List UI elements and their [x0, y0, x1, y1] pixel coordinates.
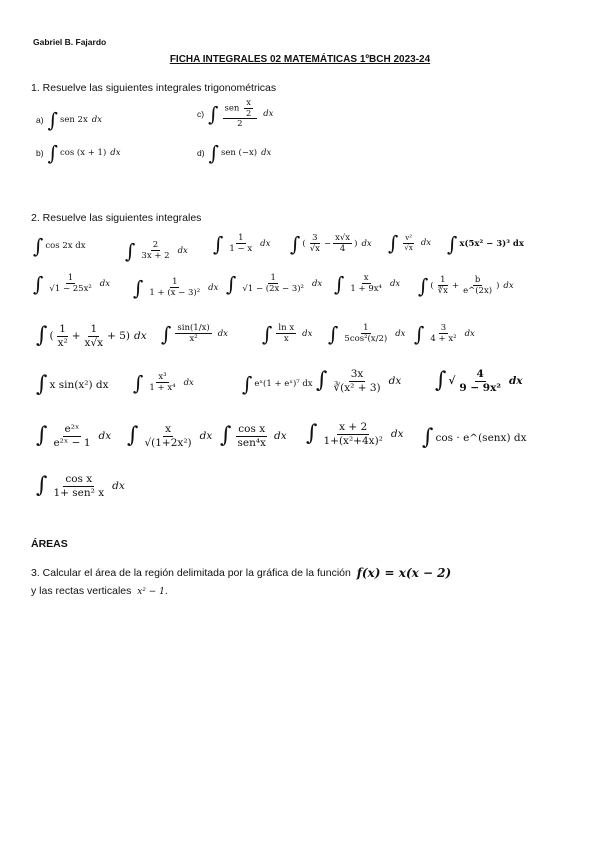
integral-2-8: ∫ $\frac{1}{\text{1 + (x − 3)²}}$ dx [133, 275, 219, 300]
integral-2-19: ∫ eˣ(1 + eˣ)⁷ dx [242, 372, 313, 396]
integral-2-11: ∫ ( $\frac{1}{∜x}$ + $\frac{b}{e\^{}(2x)}$ ) dx [418, 273, 514, 298]
integral-2-27: ∫ $\frac{\text{cos x}}{\text{1+ sen² x}}$ dx [36, 473, 125, 499]
integral-2-20: ∫ $\frac{3x}{\text{∛(x² + 3)}}$ dx [316, 368, 402, 394]
integral-2-7: ∫ $\frac{1}{\text{√1 − 25x²}}$ dx [33, 271, 111, 296]
areas-problem-line2: y las rectas verticales x² − 1. [31, 585, 168, 597]
integral-2-9: ∫ $\frac{1}{\text{√1 − (2x − 3)²}}$ dx [226, 271, 323, 296]
integral-2-17: ∫ x sin(x²) dx [36, 372, 109, 397]
integral-2-12: ∫ ( $\frac{1}{\text{x²}}$ + $\frac{1}{x√x}$ + 5 ) dx [36, 323, 147, 349]
areas-problem-line1: 3. Calcular el área de la región delimitada por la gráfica de la función f(x) = x(x − 2) [31, 566, 452, 580]
integral-2-5: ∫ $\frac{\text{v²}}{√x}$ dx [388, 231, 432, 255]
page-title: FICHA INTEGRALES 02 MATEMÁTICAS 1ºBCH 2023-24 [169, 54, 431, 65]
integral-2-14: ∫ $\frac{\text{ln x}}{x}$ dx [262, 321, 313, 346]
integral-1b: b) ∫ cos (x + 1) dx [36, 141, 121, 165]
integral-1d: d) ∫ sen (−x) dx [197, 141, 272, 165]
integral-2-21: ∫ √ $\frac{4}{\text{9 − 9x²}}$ dx [435, 368, 523, 394]
integral-1c: c) ∫ sen $\frac{x}{2}$ 2 dx [197, 98, 274, 130]
integral-1a: a) ∫ sen 2x dx [36, 108, 103, 132]
integral-2-16: ∫ $\frac{3}{\text{4 + x²}}$ dx [414, 321, 475, 346]
function-formula: f(x) = x(x − 2) [356, 566, 452, 580]
integral-2-22: ∫ $\frac{\text{e²ˣ}}{\text{e²ˣ − 1}}$ dx [36, 423, 112, 449]
integral-2-13: ∫ $\frac{\sin(1/x)}{\text{x²}}$ dx [161, 321, 228, 346]
author-name: Gabriel B. Fajardo [33, 37, 107, 47]
integral-2-1: ∫ cos 2x dx [33, 234, 86, 258]
integral-2-25: ∫ $\frac{x + 2}{\text{1+(x²+4x)²}}$ dx [306, 421, 404, 447]
integral-2-23: ∫ $\frac{x}{\text{√(1+2x²)}}$ dx [127, 423, 213, 449]
section1-heading: 1. Resuelve las siguientes integrales trigonométricas [31, 82, 277, 94]
integral-2-24: ∫ $\frac{\text{cos x}}{\text{sen⁴x}}$ dx [220, 423, 287, 449]
areas-heading: ÁREAS [31, 538, 68, 550]
integral-2-3: ∫ $\frac{1}{1 - x}$ dx [213, 231, 271, 256]
section2-heading: 2. Resuelve las siguientes integrales [31, 212, 202, 224]
integral-2-6: ∫ x(5x² − 3)³ dx [447, 232, 524, 256]
integral-2-15: ∫ $\frac{1}{\text{5cos²(x/2)}}$ dx [328, 321, 406, 346]
integral-2-26: ∫ cos · e^(senx) dx [422, 425, 527, 450]
integral-2-10: ∫ $\frac{x}{\text{1 + 9x⁴}}$ dx [334, 271, 401, 296]
integral-2-18: ∫ $\frac{\text{x³}}{\text{1 + x⁴}}$ dx [133, 370, 194, 395]
integral-2-4: ∫ ( $\frac{3}{√x}$ − $\frac{x√x}{4}$ ) dx [290, 231, 372, 256]
integral-2-2: ∫ $\frac{2}{3x + 2}$ dx [125, 238, 188, 263]
